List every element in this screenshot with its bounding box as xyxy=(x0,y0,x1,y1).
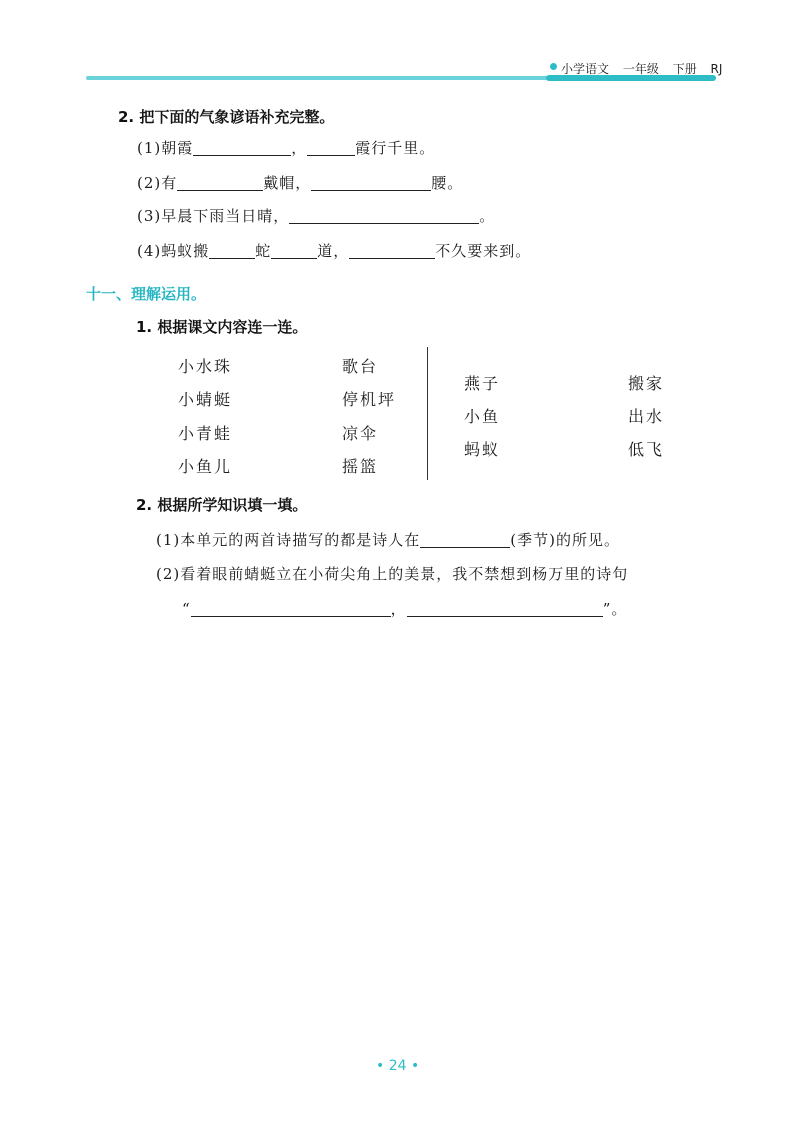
item-number: (1) xyxy=(137,139,162,157)
question-2-fill-title: 2. 根据所学知识填一填。 xyxy=(136,496,308,514)
match-left-item[interactable]: 小鱼 xyxy=(464,407,501,426)
answer-blank[interactable] xyxy=(289,207,479,224)
match-right-item[interactable]: 歌台 xyxy=(342,357,379,376)
proverb-text: 蛇 xyxy=(255,242,272,260)
item-number: (2) xyxy=(137,174,162,192)
proverb-text: 道， xyxy=(317,242,350,260)
proverb-item-3 xyxy=(137,205,495,226)
proverb-text: ， xyxy=(291,139,308,157)
header-edition: RJ xyxy=(710,62,723,76)
answer-blank[interactable] xyxy=(191,600,391,617)
running-header xyxy=(561,60,722,77)
proverb-item-2 xyxy=(137,172,463,193)
answer-blank[interactable] xyxy=(407,600,603,617)
proverb-item-1 xyxy=(137,137,435,158)
answer-blank[interactable] xyxy=(349,242,435,259)
match-left-item[interactable]: 小青蛙 xyxy=(178,424,233,443)
item-number: (2) xyxy=(156,565,181,583)
header-subject: 小学语文 xyxy=(561,62,610,76)
match-right-item[interactable]: 停机坪 xyxy=(342,390,397,409)
match-left-item[interactable]: 燕子 xyxy=(464,374,501,393)
proverb-text: 不久要来到。 xyxy=(435,242,532,260)
answer-blank[interactable] xyxy=(420,531,510,548)
fill-item-1 xyxy=(156,529,620,550)
answer-blank[interactable] xyxy=(209,242,255,259)
header-grade: 一年级 xyxy=(622,62,659,76)
matching-divider xyxy=(427,347,428,480)
answer-blank[interactable] xyxy=(193,139,291,156)
fill-item-2 xyxy=(156,563,628,584)
answer-blank[interactable] xyxy=(271,242,317,259)
header-bullet-icon xyxy=(550,63,557,70)
proverb-text: 有 xyxy=(161,174,178,192)
item-number: (4) xyxy=(137,242,162,260)
page-number: • 24 • xyxy=(376,1058,420,1074)
question-2-title: 2. 把下面的气象谚语补充完整。 xyxy=(118,108,335,126)
item-number: (1) xyxy=(156,531,181,549)
match-left-item[interactable]: 小水珠 xyxy=(178,357,233,376)
match-right-item[interactable]: 摇篮 xyxy=(342,457,379,476)
proverb-text: 朝霞 xyxy=(161,139,194,157)
header-volume: 下册 xyxy=(672,62,697,76)
match-right-item[interactable]: 出水 xyxy=(628,407,665,426)
match-right-item[interactable]: 搬家 xyxy=(628,374,665,393)
answer-blank[interactable] xyxy=(307,139,355,156)
match-left-item[interactable]: 小鱼儿 xyxy=(178,457,233,476)
match-right-item[interactable]: 凉伞 xyxy=(342,424,379,443)
match-left-item[interactable]: 蚂蚁 xyxy=(464,440,501,459)
proverb-text: 早晨下雨当日晴， xyxy=(161,207,290,225)
fill-item-2-quote xyxy=(182,598,627,619)
fill-text: 本单元的两首诗描写的都是诗人在 xyxy=(180,531,421,549)
answer-blank[interactable] xyxy=(177,174,263,191)
fill-text: 看着眼前蜻蜓立在小荷尖角上的美景，我不禁想到杨万里的诗句 xyxy=(180,565,629,583)
proverb-text: 戴帽， xyxy=(263,174,312,192)
proverb-text: 。 xyxy=(479,207,496,225)
answer-blank[interactable] xyxy=(311,174,431,191)
item-number: (3) xyxy=(137,207,162,225)
match-left-item[interactable]: 小蜻蜓 xyxy=(178,390,233,409)
open-quote: “ xyxy=(182,600,191,618)
comma: ， xyxy=(390,600,407,618)
fill-text: (季节)的所见。 xyxy=(510,531,620,549)
section-11-title: 十一、理解运用。 xyxy=(86,285,207,303)
question-1-title: 1. 根据课文内容连一连。 xyxy=(136,318,308,336)
proverb-item-4 xyxy=(137,240,531,261)
match-right-item[interactable]: 低飞 xyxy=(628,440,665,459)
proverb-text: 霞行千里。 xyxy=(355,139,436,157)
proverb-text: 蚂蚁搬 xyxy=(161,242,210,260)
close-quote: ”。 xyxy=(602,600,628,618)
proverb-text: 腰。 xyxy=(431,174,464,192)
